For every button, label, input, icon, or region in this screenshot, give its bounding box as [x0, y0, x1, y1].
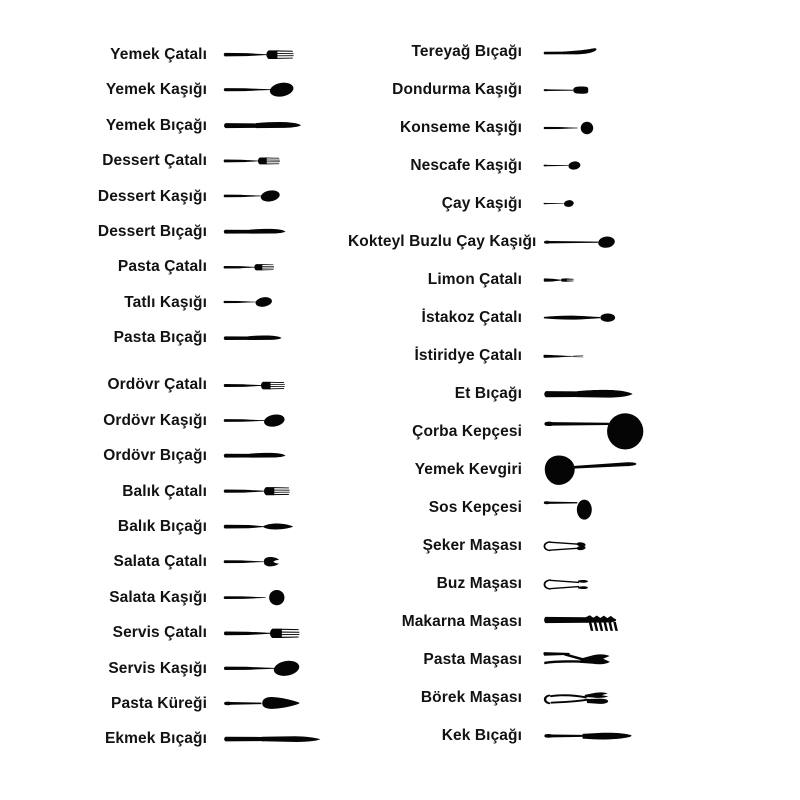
utensil-label: Yemek Çatalı: [110, 45, 207, 63]
salad-spoon-icon: [223, 589, 289, 606]
lemon-fork-icon: [543, 275, 577, 285]
utensil-label: Yemek Kevgiri: [414, 461, 522, 479]
legend-row: [348, 717, 708, 755]
utensil-label: Tatlı Kaşığı: [124, 293, 207, 311]
fish-knife-icon: [223, 518, 295, 535]
legend-row: [55, 143, 395, 178]
utensil-label: Sos Kepçesi: [428, 499, 522, 517]
dessert-spoon-icon: [223, 189, 281, 203]
utensil-icon-box: [543, 311, 693, 324]
utensil-label: Şeker Maşası: [422, 537, 522, 555]
pastry-knife-icon: [223, 331, 283, 345]
utensil-icon-box: [543, 234, 693, 250]
legend-row: [348, 413, 708, 451]
legend-row: [348, 109, 708, 147]
utensil-label: Çay Kaşığı: [441, 195, 522, 213]
utensil-label: Börek Maşası: [420, 689, 522, 707]
utensil-label: Pasta Çatalı: [117, 258, 207, 276]
utensil-label: Makarna Maşası: [401, 613, 522, 631]
nescafe-spoon-icon: [543, 160, 583, 171]
dessert-fork-icon: [223, 154, 281, 168]
cake-server-icon: [223, 693, 303, 714]
utensil-icon-box: [543, 454, 693, 487]
legend-row: [55, 368, 395, 403]
legend-row: [348, 223, 708, 261]
utensil-label: Buz Maşası: [436, 575, 522, 593]
utensil-icon-box: [543, 688, 693, 708]
utensil-icon-box: [543, 199, 693, 208]
utensil-icon-box: [543, 577, 693, 592]
cake-tongs-icon: [543, 650, 615, 670]
pasta-tongs-icon: [543, 610, 621, 633]
legend-row: [55, 285, 395, 320]
legend-row: [348, 641, 708, 679]
legend-row: [55, 686, 395, 721]
utensil-label: Ordövr Çatalı: [107, 376, 207, 394]
pastry-fork-icon: [223, 261, 275, 274]
utensil-icon-box: [543, 121, 693, 135]
utensil-label: Konseme Kaşığı: [400, 119, 522, 137]
legend-row: [55, 509, 395, 544]
utensil-label: Yemek Kaşığı: [105, 81, 207, 99]
legend-row: [348, 489, 708, 527]
utensil-label: Kokteyl Buzlu Çay Kaşığı: [348, 233, 537, 251]
hors-doeuvre-fork-icon: [223, 378, 286, 393]
ice-tongs-icon: [543, 577, 593, 592]
left-column: [55, 37, 395, 757]
legend-row: [348, 299, 708, 337]
oyster-fork-icon: [543, 353, 585, 360]
utensil-label: Çorba Kepçesi: [412, 423, 522, 441]
iced-tea-spoon-icon: [543, 234, 617, 250]
ice-cream-spoon-icon: [543, 84, 591, 97]
tea-spoon-icon: [543, 199, 576, 208]
legend-row: [55, 320, 395, 355]
utensil-label: Ordövr Bıçağı: [103, 447, 207, 465]
legend-row: [55, 651, 395, 686]
legend-row: [55, 580, 395, 615]
sweet-spoon-icon: [223, 296, 273, 308]
legend-row: [55, 544, 395, 579]
lobster-fork-icon: [543, 311, 617, 324]
utensil-label: Pasta Küreği: [111, 694, 207, 712]
utensil-label: Servis Kaşığı: [108, 659, 207, 677]
utensil-label: Pasta Bıçağı: [113, 329, 207, 347]
legend-row: [348, 185, 708, 223]
dessert-knife-icon: [223, 224, 287, 239]
salad-fork-icon: [223, 554, 287, 569]
utensil-label: Salata Çatalı: [113, 553, 207, 571]
legend-row: [348, 71, 708, 109]
utensil-label: Balık Çatalı: [122, 482, 207, 500]
legend-row: [348, 565, 708, 603]
pastry-tongs-icon: [543, 688, 615, 708]
skimmer-icon: [543, 454, 639, 487]
utensil-label: Dessert Çatalı: [102, 152, 207, 170]
soup-ladle-icon: [543, 413, 646, 450]
utensil-icon-box: [543, 726, 693, 746]
utensil-icon-box: [543, 45, 693, 60]
utensil-icon-box: [543, 496, 693, 521]
utensil-icon-box: [543, 384, 693, 404]
hors-doeuvre-spoon-icon: [223, 413, 286, 428]
hors-doeuvre-knife-icon: [223, 448, 287, 463]
bread-knife-icon: [223, 728, 323, 750]
legend-row: [348, 147, 708, 185]
dinner-spoon-icon: [223, 81, 295, 98]
utensil-label: Limon Çatalı: [427, 271, 522, 289]
utensil-icon-box: [543, 84, 693, 97]
legend-row: [55, 179, 395, 214]
legend-row: [348, 451, 708, 489]
butter-knife-icon: [543, 45, 599, 60]
serving-spoon-icon: [223, 659, 301, 678]
legend-row: [348, 33, 708, 71]
utensil-label: Dondurma Kaşığı: [392, 81, 522, 99]
utensil-label: Nescafe Kaşığı: [410, 157, 522, 175]
meat-knife-icon: [543, 384, 635, 404]
legend-row: [348, 261, 708, 299]
legend-row: [55, 214, 395, 249]
utensil-label: Servis Çatalı: [112, 624, 207, 642]
utensil-label: İstiridye Çatalı: [414, 347, 522, 365]
legend-row: [55, 249, 395, 284]
sauce-ladle-icon: [543, 496, 601, 521]
legend-row: [348, 527, 708, 565]
utensil-label: Et Bıçağı: [454, 385, 522, 403]
utensil-icon-box: [543, 353, 693, 360]
legend-row: [55, 72, 395, 107]
legend-row: [55, 37, 395, 72]
utensil-label: Ordövr Kaşığı: [103, 411, 207, 429]
utensil-icon-box: [543, 610, 693, 633]
legend-row: [348, 375, 708, 413]
utensil-label: Ekmek Bıçağı: [104, 730, 207, 748]
utensil-icon-box: [543, 275, 693, 285]
fish-fork-icon: [223, 483, 291, 499]
serving-fork-icon: [223, 624, 301, 643]
legend-row: [55, 108, 395, 143]
utensil-icon-box: [543, 413, 693, 450]
legend-row: [55, 615, 395, 650]
utensil-label: Balık Bıçağı: [117, 518, 207, 536]
utensil-label: Dessert Bıçağı: [97, 222, 207, 240]
utensil-label: Yemek Bıçağı: [105, 116, 207, 134]
cake-knife-icon: [543, 726, 635, 746]
legend-row: [348, 679, 708, 717]
utensil-icon-box: [543, 160, 693, 171]
utensil-icon-box: [543, 539, 693, 553]
legend-row: [348, 337, 708, 375]
utensil-label: Salata Kaşığı: [109, 588, 207, 606]
utensil-label: Pasta Maşası: [423, 651, 522, 669]
right-column: [348, 33, 708, 755]
consomme-spoon-icon: [543, 121, 597, 135]
dinner-knife-icon: [223, 116, 303, 135]
utensil-label: Dessert Kaşığı: [97, 187, 207, 205]
dinner-fork-icon: [223, 46, 295, 63]
sugar-tongs-icon: [543, 539, 591, 553]
legend-row: [348, 603, 708, 641]
utensil-label: Tereyağ Bıçağı: [411, 43, 522, 61]
legend-row: [55, 403, 395, 438]
utensil-label: Kek Bıçağı: [441, 727, 522, 745]
utensil-label: İstakoz Çatalı: [421, 309, 522, 327]
utensil-icon-box: [543, 650, 693, 670]
legend-row: [55, 474, 395, 509]
legend-row: [55, 438, 395, 473]
legend-row: [55, 721, 395, 756]
